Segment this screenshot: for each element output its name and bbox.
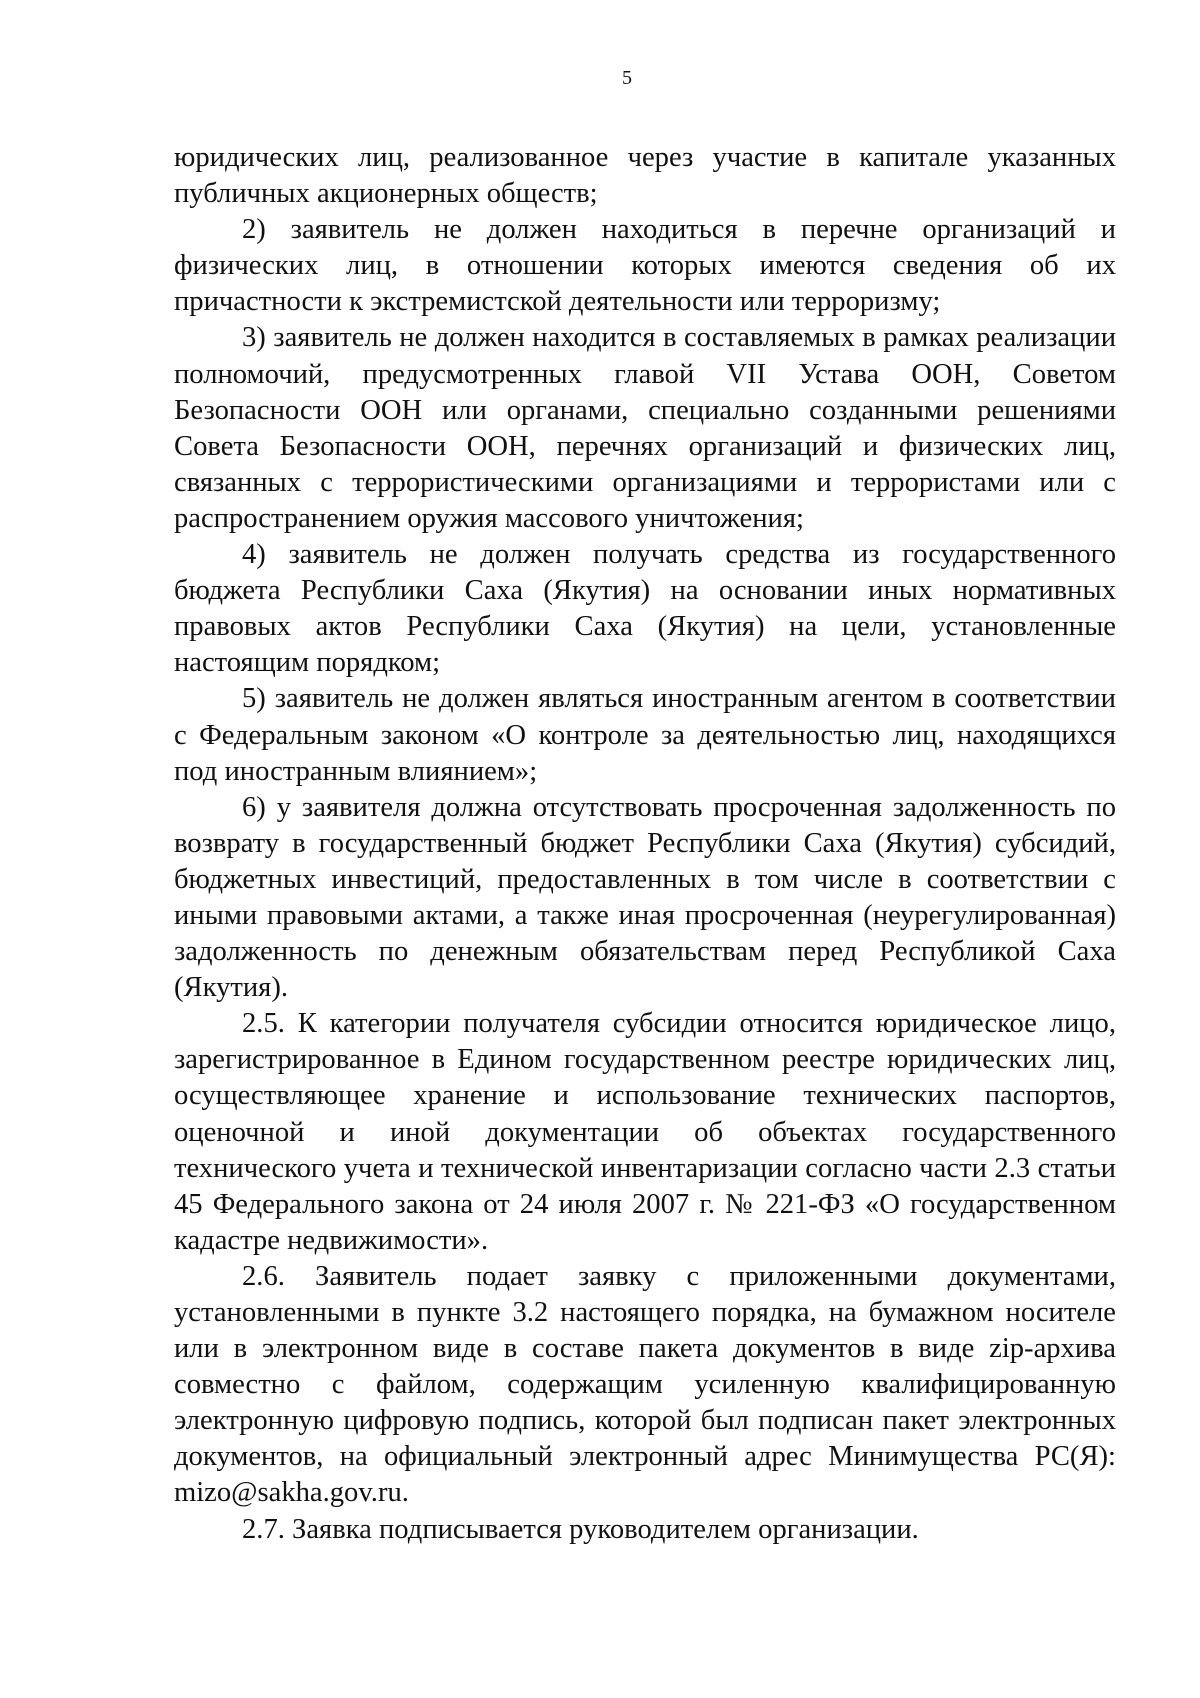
paragraph-item-5: 5) заявитель не должен являться иностранным агентом в соответствии с Федеральным законом «О контроле за деятельностью лиц, находящихся под иностранным влиянием»; (174, 683, 1116, 787)
paragraph-continuation: юридических лиц, реализованное через участие в капитале указанных публичных акционерных обществ; (174, 142, 1116, 210)
paragraph-item-6: 6) у заявителя должна отсутствовать просроченная задолженность по возврату в государственный бюджет Республики Саха (Якутия) субсидий, бюджетных инвестиций, предоставленных в том числе в соответствии с иными правовыми актами, а также иная просроченная (неурегулированная) задолженность по денежным обязательствам перед Республикой Саха (Якутия). (174, 791, 1116, 1004)
paragraph-2-7: 2.7. Заявка подписывается руководителем организации. (242, 1513, 919, 1545)
paragraph-item-4: 4) заявитель не должен получать средства из государственного бюджета Республики Саха (Якутия) на основании иных нормативных правовых актов Республики Саха (Якутия) на цели, установленные настоящим порядком; (174, 539, 1116, 679)
page-number: 5 (622, 67, 632, 89)
paragraph-item-3: 3) заявитель не должен находится в составляемых в рамках реализации полномочий, предусмотренных главой VII Устава ООН, Советом Безопасности ООН или органами, специально созданными решениями Совета Безопасности ООН, перечнях организаций и физических лиц, связанных с террористическими организациями и террористами или с распространением оружия массового уничтожения; (174, 322, 1116, 534)
paragraph-2-6: 2.6. Заявитель подает заявку с приложенными документами, установленными в пункте 3.2 настоящего порядка, на бумажном носителе или в электронном виде в составе пакета документов в виде zip-архива совместно с файлом, содержащим усиленную квалифицированную электронную цифровую подпись, которой был подписан пакет электронных документов, на официальный электронный адрес Минимущества РС(Я): mizo@sakha.gov.ru. (174, 1260, 1116, 1509)
paragraph-item-2: 2) заявитель не должен находиться в перечне организаций и физических лиц, в отношении которых имеются сведения об их причастности к экстремистской деятельности или терроризму; (174, 214, 1116, 318)
paragraph-2-5: 2.5. К категории получателя субсидии относится юридическое лицо, зарегистрированное в Едином государственном реестре юридических лиц, осуществляющее хранение и использование технических паспортов, оценочной и иной документации об объектах государственного технического учета и технической инвентаризации согласно части 2.3 статьи 45 Федерального закона от 24 июля 2007 г. № 221-ФЗ «О государственном кадастре недвижимости». (174, 1008, 1116, 1256)
document-body (174, 140, 1116, 1548)
